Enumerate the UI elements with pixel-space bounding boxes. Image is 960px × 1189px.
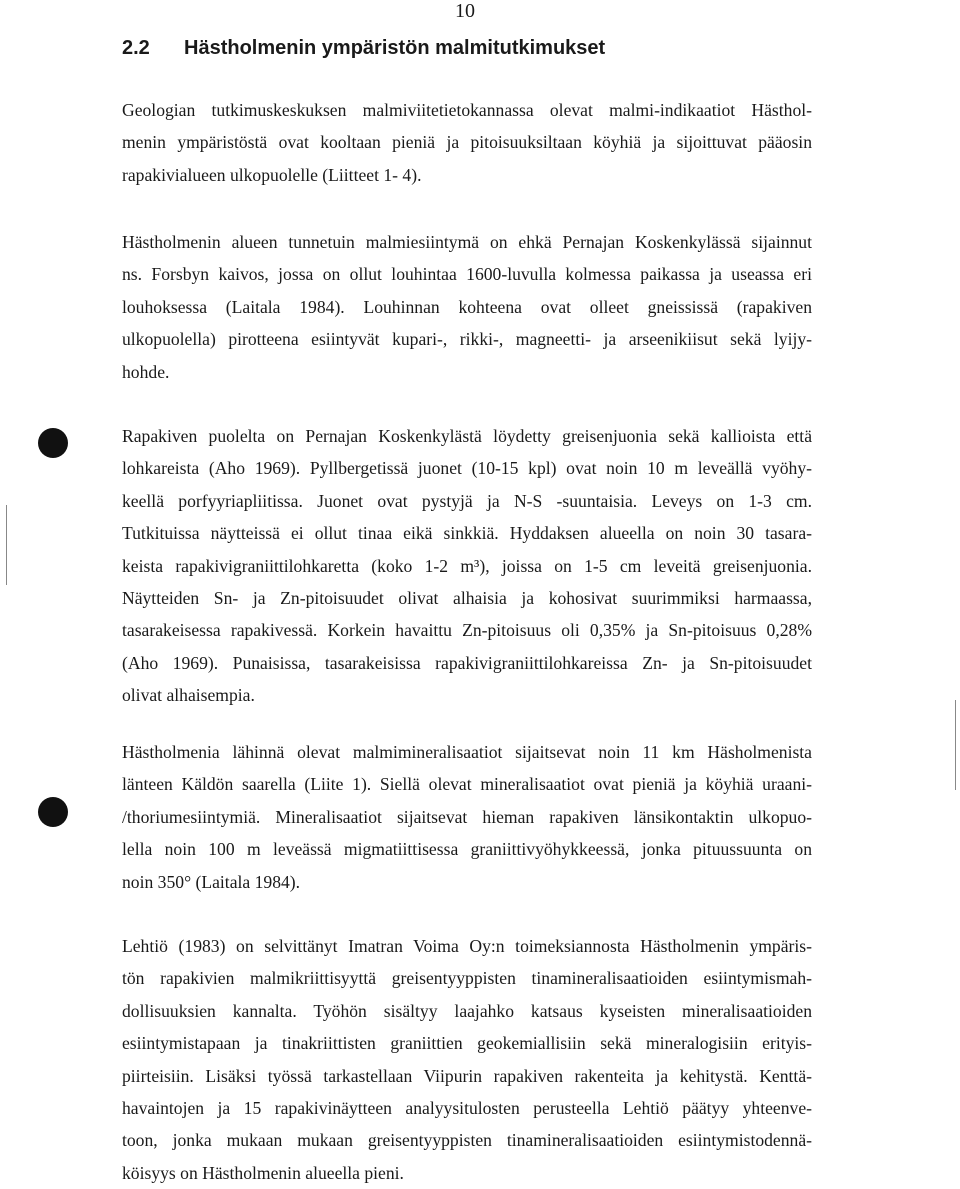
bullet-mark — [38, 797, 68, 827]
paragraph-line: Hästholmenia lähinnä olevat malmimineralisaatiot sijaitsevat noin 11 km Häsholmenista — [122, 742, 812, 762]
paragraph-line: tasarakeisessa rapakivessä. Korkein havaittu Zn-pitoisuus oli 0,35% ja Sn-pitoisuus 0,28% — [122, 620, 812, 641]
paragraph-4 — [122, 736, 812, 898]
section-title: Hästholmenin ympäristön malmitutkimukset — [184, 37, 606, 59]
paragraph-line: /thoriumesiintymiä. Mineralisaatiot sijaitsevat hieman rapakiven länsikontaktin ulkopuo- — [122, 806, 812, 827]
section-heading — [122, 36, 605, 60]
scan-edge-line-right — [955, 700, 956, 790]
paragraph-1 — [122, 94, 812, 191]
paragraph-5 — [122, 930, 812, 1189]
paragraph-line: ulkopuolella) pirotteena esiintyvät kupari-, rikki-, magneetti- ja arseenikiisut sekä lyijy- — [122, 329, 812, 350]
page-number: 10 — [455, 0, 475, 22]
paragraph-line: Lehtiö (1983) on selvittänyt Imatran Voima Oy:n toimeksiannosta Hästholmenin ympäris- — [122, 936, 812, 956]
paragraph-line: lella noin 100 m leveässä migmatiittisessa graniittivyöhykkeessä, jonka pituussuunta on — [122, 839, 812, 860]
paragraph-line: Hästholmenin alueen tunnetuin malmiesiintymä on ehkä Pernajan Koskenkylässä sijainnut — [122, 232, 812, 252]
paragraph-line: (Aho 1969). Punaisissa, tasarakeisissa rapakivigraniittilohkareissa Zn- ja Sn-pitoisuudet — [122, 652, 812, 673]
paragraph-line: Rapakiven puolelta on Pernajan Koskenkylästä löydetty greisenjuonia sekä kallioista että — [122, 426, 812, 446]
paragraph-3 — [122, 420, 812, 712]
paragraph-line: menin ympäristöstä ovat kooltaan pieniä ja pitoisuuksiltaan köyhiä ja sijoittuvat pääosin — [122, 132, 812, 153]
paragraph-line: köisyys on Hästholmenin alueella pieni. — [122, 1162, 404, 1183]
paragraph-line: länteen Käldön saarella (Liite 1). Siellä olevat mineralisaatiot ovat pieniä ja köyhiä uraani- — [122, 774, 812, 795]
paragraph-line: olivat alhaisempia. — [122, 685, 255, 706]
paragraph-line: louhoksessa (Laitala 1984). Louhinnan kohteena ovat olleet gneississä (rapakiven — [122, 296, 812, 317]
bullet-mark — [38, 428, 68, 458]
paragraph-line: toon, jonka mukaan mukaan greisentyyppisten tinamineralisaatioiden esiintymistodennä- — [122, 1130, 812, 1151]
paragraph-line: tön rapakivien malmikriittisyyttä greisentyyppisten tinamineralisaatioiden esiintymismah- — [122, 968, 812, 989]
paragraph-line: ns. Forsbyn kaivos, jossa on ollut louhintaa 1600-luvulla kolmessa paikassa ja useassa eri — [122, 264, 812, 285]
paragraph-line: Tutkituissa näytteissä ei ollut tinaa eikä sinkkiä. Hyddaksen alueella on noin 30 tasara- — [122, 523, 812, 544]
paragraph-line: rapakivialueen ulkopuolelle (Liitteet 1- 4). — [122, 164, 422, 185]
paragraph-line: havaintojen ja 15 rapakivinäytteen analyysitulosten perusteella Lehtiö päätyy yhteenve- — [122, 1098, 812, 1119]
paragraph-line: esiintymistapaan ja tinakriittisten graniittien geokemiallisiin sekä mineralogisiin erityis- — [122, 1033, 812, 1054]
paragraph-line: Näytteiden Sn- ja Zn-pitoisuudet olivat alhaisia ja kohosivat suurimmiksi harmaassa, — [122, 588, 812, 609]
paragraph-2 — [122, 226, 812, 388]
paragraph-line: keellä porfyyriapliitissa. Juonet ovat pystyjä ja N-S -suuntaisia. Leveys on 1-3 cm. — [122, 490, 812, 511]
paragraph-line: noin 350° (Laitala 1984). — [122, 871, 301, 892]
scan-edge-line-left — [6, 505, 7, 585]
paragraph-line: piirteisiin. Lisäksi työssä tarkastellaan Viipurin rapakiven rakenteita ja kehitystä. Kenttä- — [122, 1065, 812, 1086]
section-number: 2.2 — [122, 37, 150, 59]
paragraph-line: keista rapakivigraniittilohkaretta (koko 1-2 m³), joissa on 1-5 cm leveitä greisenjuonia. — [122, 555, 812, 576]
paragraph-line: dollisuuksien kannalta. Työhön sisältyy laajahko katsaus kyseisten mineralisaatioiden — [122, 1000, 812, 1021]
paragraph-line: hohde. — [122, 361, 170, 382]
paragraph-line: lohkareista (Aho 1969). Pyllbergetissä juonet (10-15 kpl) ovat noin 10 m leveällä vyöhy- — [122, 458, 812, 479]
paragraph-line: Geologian tutkimuskeskuksen malmiviitetietokannassa olevat malmi-indikaatiot Hästhol- — [122, 100, 812, 120]
